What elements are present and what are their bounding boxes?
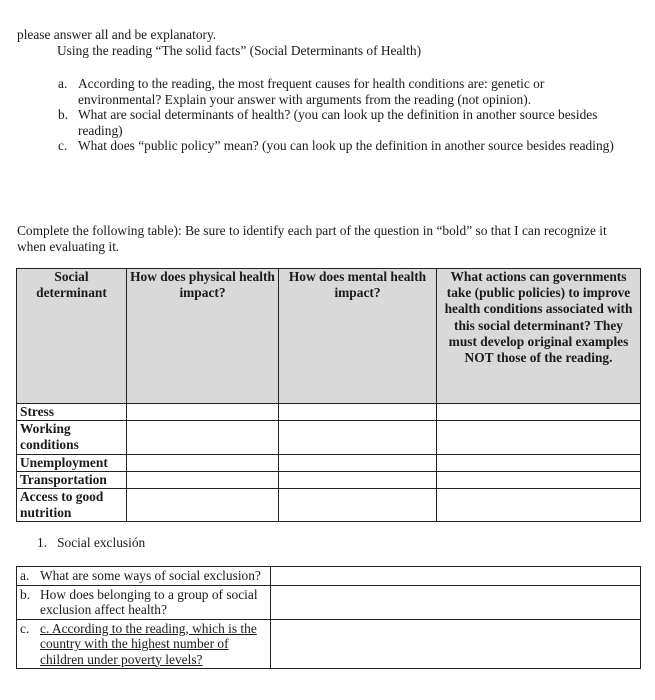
table-instructions: Complete the following table): Be sure to identify each part of the question in “bold” so that I can recognize it when evaluating it. (17, 223, 607, 254)
answer-cell[interactable] (127, 489, 279, 522)
question-text: What does “public policy” mean? (you can look up the definition in another source besides reading) (78, 138, 614, 153)
question-marker: a. (20, 568, 30, 583)
answer-cell[interactable] (279, 471, 437, 488)
question-marker: c. (20, 620, 30, 636)
answer-cell[interactable] (437, 471, 641, 488)
se-question-a (17, 567, 271, 586)
question-text: c. According to the reading, which is the country with the highest number of children under poverty levels? (40, 620, 257, 667)
answer-cell[interactable] (437, 489, 641, 522)
table-row (17, 585, 641, 619)
answer-cell[interactable] (271, 585, 641, 619)
question-b (58, 107, 618, 138)
question-a (58, 76, 618, 107)
table-header-row (17, 269, 641, 404)
question-marker: b. (58, 107, 69, 122)
intro-block (17, 27, 421, 59)
header-mental-health: How does mental health impact? (279, 269, 437, 404)
se-question-c (17, 619, 271, 669)
social-exclusion-table (16, 566, 641, 669)
se-question-b (17, 585, 271, 619)
question-text: According to the reading, the most frequent causes for health conditions are: genetic or environmental? Explain your answer with arguments from the reading (not opinion). (78, 76, 545, 107)
question-marker: c. (58, 138, 68, 153)
row-label-transportation: Transportation (17, 471, 127, 488)
table-row (17, 471, 641, 488)
question-text: What are social determinants of health? (you can look up the definition in another source besides reading) (78, 107, 598, 138)
answer-cell[interactable] (127, 454, 279, 471)
row-label-access-to-nutrition: Access to good nutrition (17, 489, 127, 522)
answer-cell[interactable] (271, 567, 641, 586)
question-marker: a. (58, 76, 68, 91)
intro-line-2: Using the reading “The solid facts” (Social Determinants of Health) (57, 43, 422, 58)
row-label-unemployment: Unemployment (17, 454, 127, 471)
answer-cell[interactable] (279, 454, 437, 471)
intro-line-1: please answer all and be explanatory. (17, 27, 217, 42)
social-determinants-table (16, 268, 641, 522)
row-label-stress: Stress (17, 404, 127, 421)
answer-cell[interactable] (271, 619, 641, 669)
table-row (17, 404, 641, 421)
section-social-exclusion (37, 535, 145, 551)
answer-cell[interactable] (437, 404, 641, 421)
answer-cell[interactable] (279, 404, 437, 421)
table-row (17, 421, 641, 454)
answer-cell[interactable] (437, 421, 641, 454)
header-government-actions: What actions can governments take (public policies) to improve health conditions associated with this social determinant? They must develop original examples NOT those of the reading. (437, 269, 641, 404)
section-title: Social exclusión (57, 535, 146, 550)
table-row (17, 619, 641, 669)
answer-cell[interactable] (279, 421, 437, 454)
header-physical-health: How does physical health impact? (127, 269, 279, 404)
table-row (17, 567, 641, 586)
table-row (17, 489, 641, 522)
question-text: What are some ways of social exclusion? (40, 568, 261, 583)
question-c (58, 138, 618, 154)
answer-cell[interactable] (127, 471, 279, 488)
answer-cell[interactable] (279, 489, 437, 522)
header-social-determinant: Social determinant (17, 269, 127, 404)
answer-cell[interactable] (437, 454, 641, 471)
question-marker: b. (20, 586, 31, 602)
section-number: 1. (37, 535, 48, 550)
answer-cell[interactable] (127, 404, 279, 421)
table-row (17, 454, 641, 471)
question-text: How does belonging to a group of social exclusion affect health? (40, 586, 258, 617)
answer-cell[interactable] (127, 421, 279, 454)
row-label-working-conditions: Working conditions (17, 421, 127, 454)
question-list (58, 76, 618, 154)
